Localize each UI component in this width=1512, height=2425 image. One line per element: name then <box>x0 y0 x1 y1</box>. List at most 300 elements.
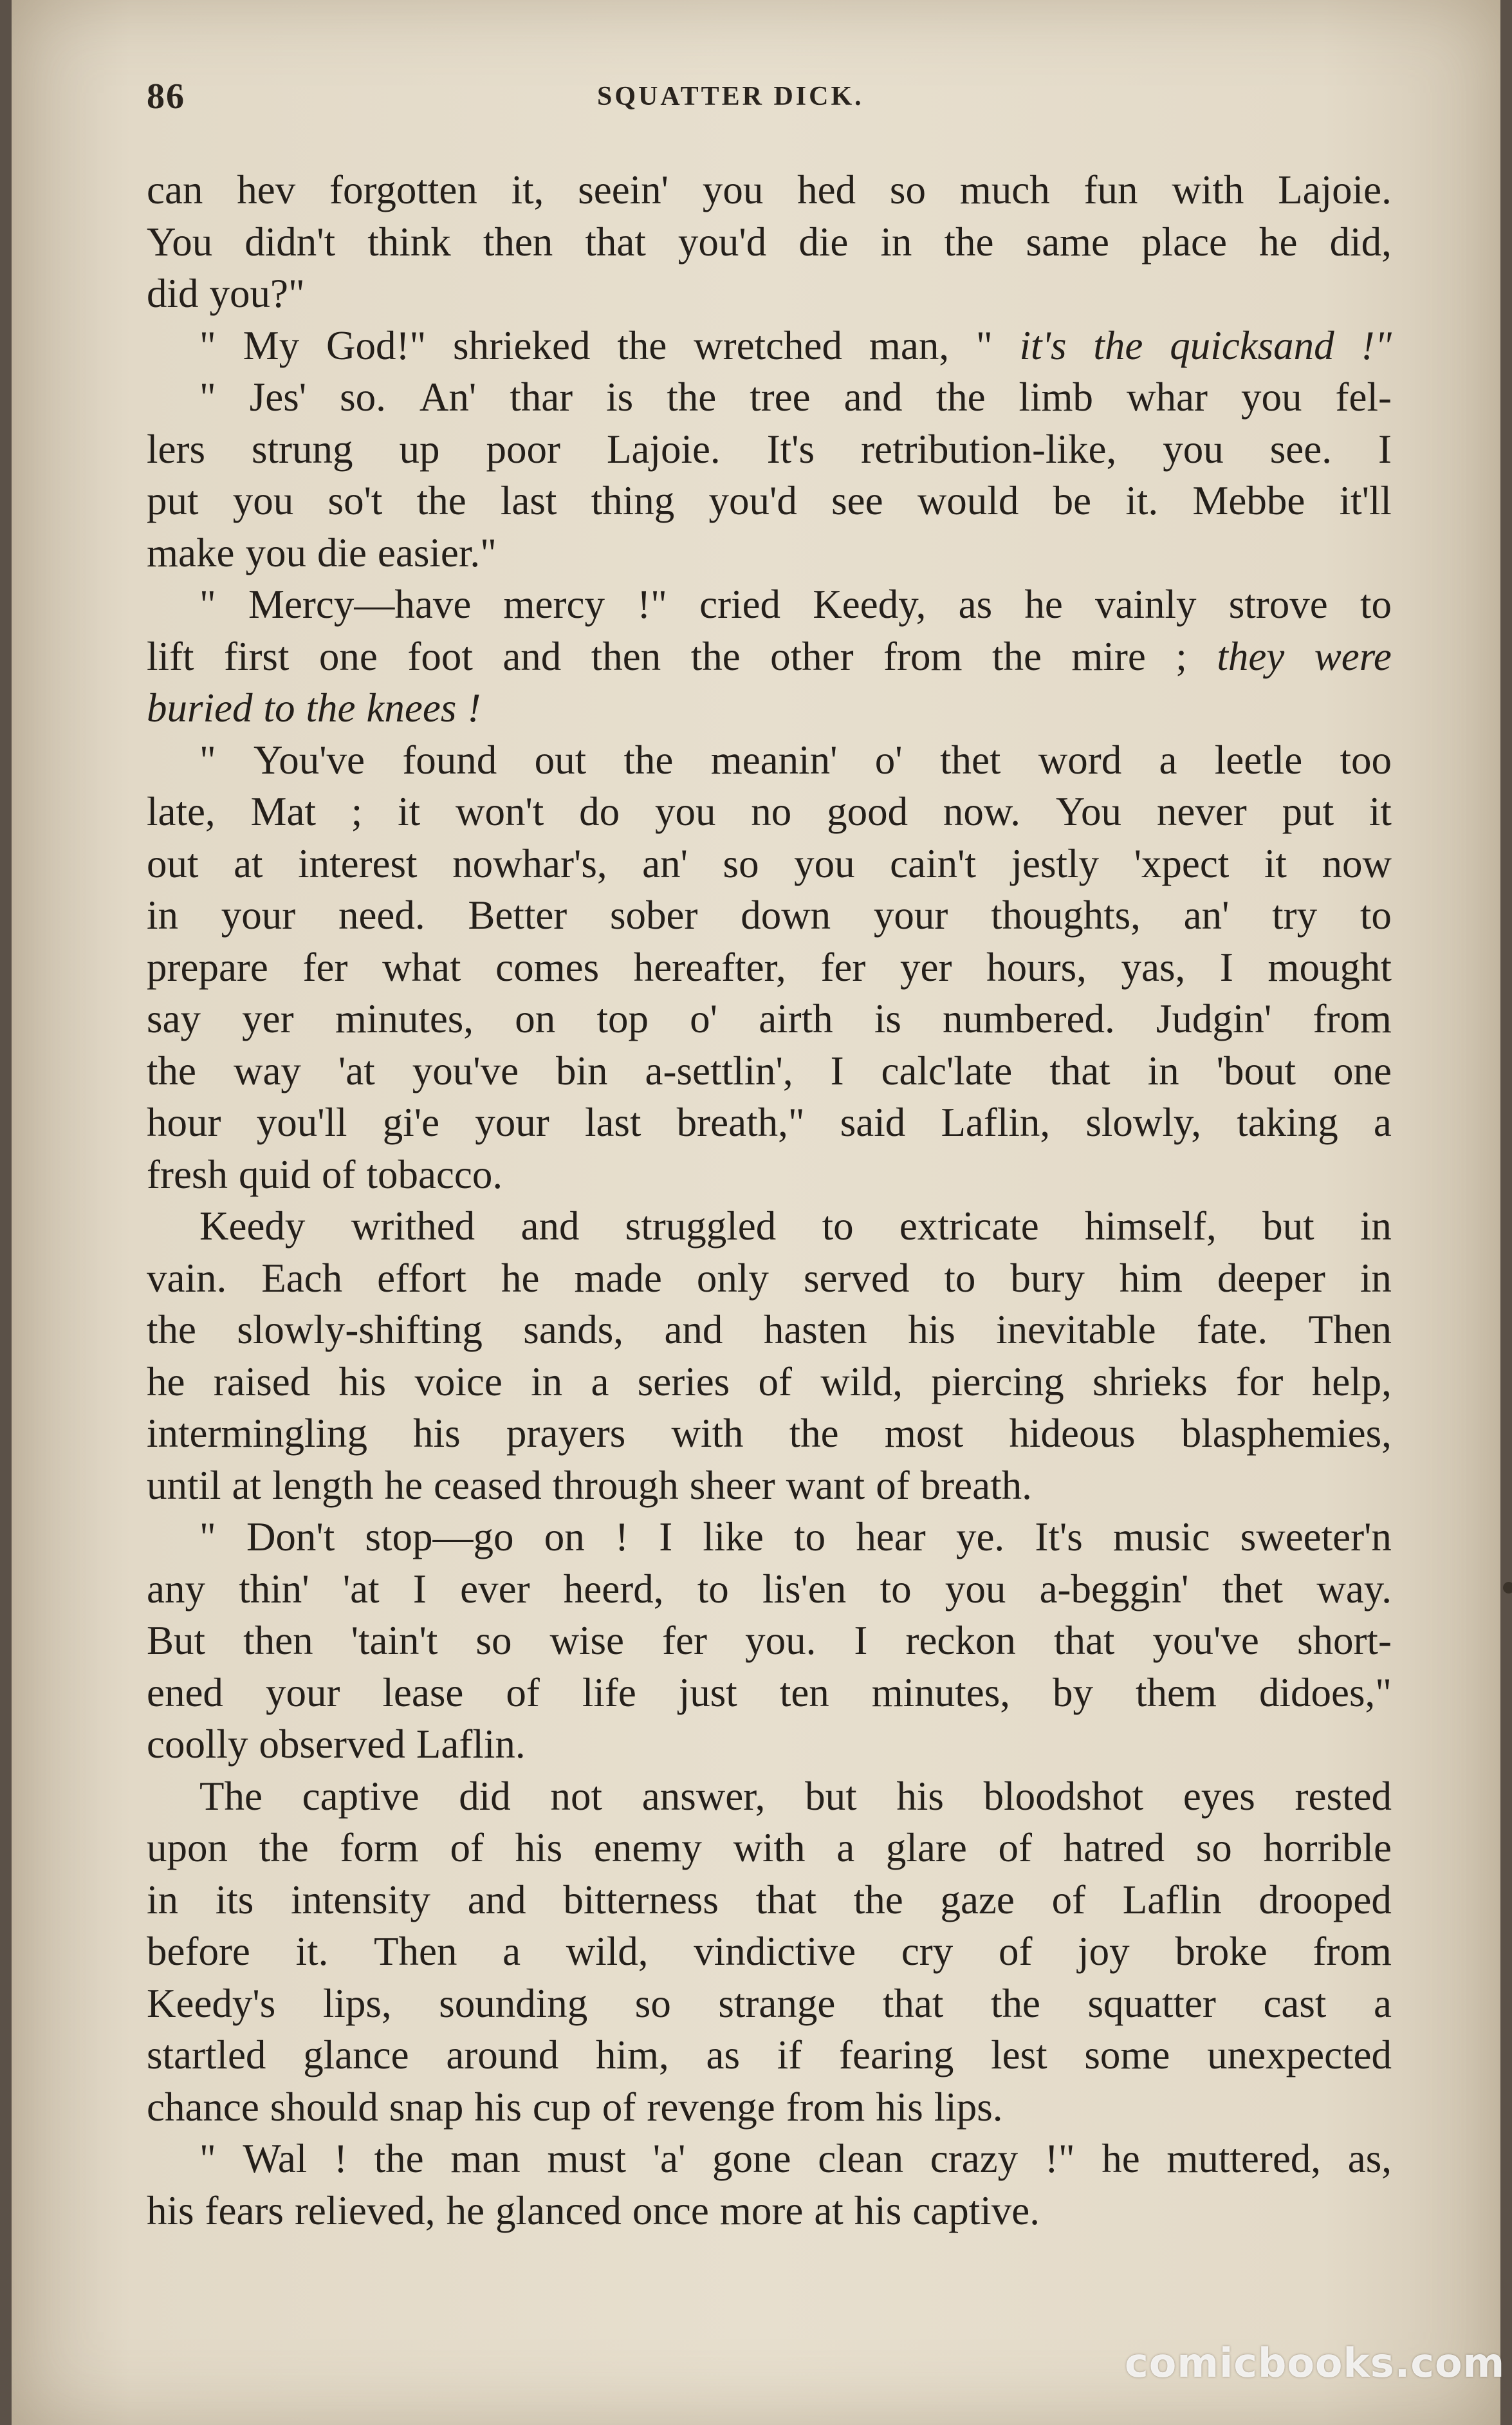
word: one <box>318 633 378 679</box>
word: vain. <box>147 1255 227 1301</box>
word: top <box>596 996 649 1041</box>
word: a-beggin' <box>1039 1566 1189 1612</box>
word: not <box>550 1773 603 1819</box>
word: see. <box>1269 426 1332 472</box>
word: if <box>777 2032 802 2077</box>
word: 'tain't <box>351 1618 438 1663</box>
word: leetle <box>1214 737 1303 783</box>
word: can <box>147 167 203 212</box>
word: You <box>147 219 213 265</box>
word: snap <box>389 2084 464 2130</box>
word: minutes, <box>335 996 474 1041</box>
word: fears <box>205 2188 284 2233</box>
word: 'bout <box>1216 1048 1296 1093</box>
text-line <box>147 1149 1392 1201</box>
text-line <box>147 320 1392 372</box>
word: buried <box>147 685 253 730</box>
text-line <box>147 1304 1392 1356</box>
word: you <box>654 789 716 834</box>
word: bloodshot <box>983 1773 1144 1819</box>
word: form <box>340 1825 419 1870</box>
word: he <box>501 1255 540 1301</box>
word: ! <box>467 685 481 730</box>
word: once <box>632 2188 709 2233</box>
word: eyes <box>1183 1773 1255 1819</box>
word: You <box>1055 789 1122 834</box>
word: then <box>591 633 661 679</box>
word: see <box>831 478 883 523</box>
word: think <box>367 219 451 265</box>
word: more <box>719 2188 804 2233</box>
word: late, <box>147 789 216 834</box>
word: hear <box>856 1514 926 1559</box>
word: you've <box>1152 1618 1259 1663</box>
word: it. <box>295 1929 329 1974</box>
word: it <box>1369 789 1392 834</box>
word: shrieked <box>453 322 591 368</box>
word: it. <box>1125 478 1159 523</box>
word: foot <box>407 633 473 679</box>
text-line <box>147 1667 1392 1719</box>
word: would <box>917 478 1019 523</box>
word: good <box>827 789 908 834</box>
word: ! <box>333 2136 347 2181</box>
word: is <box>606 375 634 420</box>
word: ened <box>147 1669 223 1715</box>
word: I <box>854 1618 868 1663</box>
word: you <box>794 841 855 886</box>
word: fate. <box>1196 1307 1268 1352</box>
word: his <box>413 1411 461 1456</box>
word: inevitable <box>996 1307 1156 1352</box>
word: as, <box>1347 2136 1392 2181</box>
word: too <box>1340 737 1392 783</box>
word: wretched <box>694 322 843 368</box>
word: clean <box>818 2136 904 2181</box>
word: hatred <box>1063 1825 1165 1870</box>
word: I <box>1219 944 1233 990</box>
text-line <box>147 838 1392 890</box>
word: breath. <box>920 1462 1032 1508</box>
word: God!" <box>326 322 427 368</box>
text-line <box>147 371 1392 423</box>
word: bury <box>1010 1255 1085 1301</box>
word: on <box>544 1514 585 1559</box>
word: his <box>854 2188 902 2233</box>
word: you'll <box>256 1100 347 1145</box>
text-line <box>147 1356 1392 1408</box>
word: squatter <box>1087 1980 1216 2026</box>
text-line <box>147 164 1392 216</box>
word: startled <box>147 2032 266 2077</box>
word: coolly <box>147 1722 248 1767</box>
word: your <box>475 1100 549 1145</box>
word: the <box>990 1980 1040 2026</box>
word: word <box>1038 737 1122 783</box>
word: drooped <box>1258 1877 1392 1922</box>
text-line <box>147 1978 1392 2030</box>
word: poor <box>486 426 560 472</box>
word: 'a' <box>652 2136 686 2181</box>
word: him <box>1119 1255 1183 1301</box>
word: yer <box>900 944 952 990</box>
word: and <box>664 1307 723 1352</box>
word: of <box>998 1929 1033 1974</box>
word: other <box>770 633 854 679</box>
word: Then <box>374 1929 457 1974</box>
word: some <box>1084 2032 1170 2077</box>
word: hour <box>147 1100 221 1145</box>
word: him, <box>596 2032 669 2077</box>
word: a <box>1373 1100 1392 1145</box>
word: fer <box>662 1618 708 1663</box>
word: he <box>147 1359 185 1404</box>
word: did <box>459 1773 511 1819</box>
word: sands, <box>523 1307 624 1352</box>
word: cain't <box>890 841 976 886</box>
text-line <box>147 2081 1392 2133</box>
word: it'll <box>1339 478 1392 523</box>
word: any <box>147 1566 205 1612</box>
word: easier." <box>377 530 497 575</box>
word: deeper <box>1217 1255 1325 1301</box>
word: gaze <box>940 1877 1015 1922</box>
word: lips, <box>322 1980 392 2026</box>
word: in <box>880 219 912 265</box>
word: slowly, <box>1085 1100 1202 1145</box>
word: from <box>1313 1929 1392 1974</box>
word: hasten <box>763 1307 867 1352</box>
word: the <box>789 1411 839 1456</box>
word: so <box>475 1618 512 1663</box>
text-line <box>147 1408 1392 1460</box>
word: lift <box>147 633 194 679</box>
word: its <box>215 1877 254 1922</box>
word: is <box>874 996 901 1041</box>
word: way <box>233 1048 301 1093</box>
word: said <box>840 1100 906 1145</box>
word: in <box>1360 1203 1392 1249</box>
text-line <box>147 1200 1392 1252</box>
word: help, <box>1311 1359 1392 1404</box>
word: vindictive <box>694 1929 856 1974</box>
word: captive. <box>912 2188 1040 2233</box>
word: numbered. <box>943 996 1115 1041</box>
word: then <box>243 1618 313 1663</box>
word: your <box>221 893 296 938</box>
word: 'at <box>338 1048 375 1093</box>
word: won't <box>455 789 544 834</box>
word: that <box>585 219 646 265</box>
word: his <box>147 2188 194 2233</box>
word: jestly <box>1011 841 1100 886</box>
word: himself, <box>1085 1203 1217 1249</box>
word: that <box>1053 1618 1115 1663</box>
word: the <box>617 322 667 368</box>
word: so <box>889 167 926 212</box>
word: cast <box>1263 1980 1327 2026</box>
word: made <box>574 1255 662 1301</box>
word: so <box>723 841 759 886</box>
word: in <box>1360 1255 1392 1301</box>
word: bin <box>556 1048 608 1093</box>
word: that <box>1049 1048 1111 1093</box>
word: crazy <box>930 2136 1019 2181</box>
word: out <box>147 841 199 886</box>
word: you <box>702 167 764 212</box>
word: 'xpect <box>1134 841 1230 886</box>
word: Keedy <box>199 1203 306 1249</box>
word: now <box>1322 841 1392 886</box>
word: your <box>873 893 948 938</box>
word: I <box>412 1566 427 1612</box>
word: fer <box>820 944 866 990</box>
word: for <box>1235 1359 1284 1404</box>
word: seein' <box>578 167 669 212</box>
word: must <box>547 2136 626 2181</box>
word: yer <box>242 996 294 1041</box>
word: that <box>755 1877 817 1922</box>
word: and <box>502 633 562 679</box>
word: should <box>270 2084 378 2130</box>
word: with <box>1172 167 1244 212</box>
word: with <box>733 1825 806 1870</box>
word: an' <box>642 841 688 886</box>
word: meanin' <box>710 737 838 783</box>
word: " <box>199 322 216 368</box>
word: of <box>506 1669 540 1715</box>
word: Mercy—have <box>248 582 472 627</box>
text-line <box>147 579 1392 631</box>
word: in <box>147 893 179 938</box>
word: only <box>696 1255 769 1301</box>
word: hideous <box>1009 1411 1136 1456</box>
word: heerd, <box>563 1566 664 1612</box>
word: broke <box>1175 1929 1268 1974</box>
word: lips. <box>934 2084 1003 2130</box>
word: you?" <box>209 271 305 316</box>
word: Mat <box>250 789 316 834</box>
word: interest <box>298 841 418 886</box>
word: !" <box>1361 322 1392 368</box>
word: I <box>830 1048 844 1093</box>
word: didn't <box>244 219 336 265</box>
word: of <box>602 2084 636 2130</box>
word: from <box>883 633 963 679</box>
word: way. <box>1316 1566 1392 1612</box>
text-line <box>147 2185 1392 2237</box>
word: but <box>1262 1203 1314 1249</box>
word: sounding <box>439 1980 588 2026</box>
word: voice <box>414 1359 502 1404</box>
word: until <box>147 1462 221 1508</box>
word: of <box>758 1359 792 1404</box>
word: them <box>1136 1669 1217 1715</box>
word: ceased <box>433 1462 542 1508</box>
text-line <box>147 1615 1392 1667</box>
word: he <box>1102 2136 1140 2181</box>
word: his <box>338 1359 387 1404</box>
word: gi'e <box>382 1100 440 1145</box>
word: Judgin' <box>1156 996 1272 1041</box>
word: first <box>223 633 290 679</box>
word: whar <box>1127 375 1208 420</box>
word: the <box>147 1307 196 1352</box>
text-line <box>147 1460 1392 1512</box>
word: he <box>446 2188 485 2233</box>
word: the <box>374 2136 424 2181</box>
word: glanced <box>495 2188 622 2233</box>
word: blasphemies, <box>1181 1411 1392 1456</box>
word: to <box>1360 893 1392 938</box>
word: intermingling <box>147 1411 367 1456</box>
word: breath," <box>676 1100 805 1145</box>
text-line <box>147 631 1392 683</box>
word: ; <box>351 789 363 834</box>
word: like <box>703 1514 764 1559</box>
word: Keedy, <box>813 582 927 627</box>
word: the <box>944 219 994 265</box>
word: the <box>667 375 717 420</box>
word: joy <box>1078 1929 1130 1974</box>
word: place <box>1141 219 1227 265</box>
word: his <box>515 1825 563 1870</box>
word: wild, <box>566 1929 649 1974</box>
word: mercy <box>503 582 605 627</box>
word: " <box>199 737 216 783</box>
text-line <box>147 1563 1392 1615</box>
word: the <box>936 375 986 420</box>
word: Mebbe <box>1192 478 1305 523</box>
word: chance <box>147 2084 259 2130</box>
word: strung <box>251 426 353 472</box>
word: of <box>1051 1877 1086 1922</box>
word: raised <box>213 1359 311 1404</box>
word: relieved, <box>294 2188 436 2233</box>
word: o' <box>874 737 903 783</box>
word: out <box>534 737 587 783</box>
word: Lajoie. <box>607 426 721 472</box>
word: answer, <box>641 1773 766 1819</box>
word: calc'late <box>881 1048 1013 1093</box>
word: Lajoie. <box>1278 167 1392 212</box>
word: the <box>623 737 674 783</box>
word: need. <box>338 893 425 938</box>
word: fresh <box>147 1151 228 1197</box>
word: an' <box>1183 893 1230 938</box>
word: you'd <box>708 478 797 523</box>
word: Laflin, <box>941 1100 1051 1145</box>
text-line <box>147 1926 1392 1978</box>
word: taking <box>1237 1100 1338 1145</box>
word: did <box>147 271 199 316</box>
word: " <box>199 1514 216 1559</box>
word: and <box>521 1203 580 1249</box>
word: upon <box>147 1825 228 1870</box>
text-line <box>147 734 1392 786</box>
text-line <box>147 1511 1392 1563</box>
word: Laflin <box>1122 1877 1222 1922</box>
word: in <box>147 1877 179 1922</box>
word: die <box>798 219 849 265</box>
word: short- <box>1296 1618 1392 1663</box>
word: a-settlin', <box>645 1048 793 1093</box>
word: cup <box>532 2084 591 2130</box>
word: before <box>147 1929 250 1974</box>
text-line <box>147 993 1392 1045</box>
word: to <box>263 685 295 730</box>
word: thar <box>510 375 573 420</box>
word: man <box>450 2136 521 2181</box>
text-line <box>147 423 1392 476</box>
word: lers <box>147 426 205 472</box>
word: unexpected <box>1207 2032 1392 2077</box>
word: the <box>853 1877 903 1922</box>
word: most <box>884 1411 964 1456</box>
word: served <box>803 1255 910 1301</box>
word: at <box>234 841 263 886</box>
word: yas, <box>1121 944 1186 990</box>
word: from <box>786 2084 865 2130</box>
word: you've <box>412 1048 519 1093</box>
word: to <box>880 1566 912 1612</box>
word: Wal <box>243 2136 308 2181</box>
word: the <box>690 633 741 679</box>
word: 'at <box>342 1566 380 1612</box>
word: put <box>147 478 199 523</box>
word: lis'en <box>762 1566 847 1612</box>
word: ye. <box>955 1514 1005 1559</box>
word: extricate <box>899 1203 1039 1249</box>
word: what <box>382 944 461 990</box>
word: his <box>474 2084 522 2130</box>
running-head <box>147 76 1395 127</box>
word: of <box>450 1825 484 1870</box>
word: of <box>998 1825 1032 1870</box>
word: make <box>147 530 235 575</box>
word: fer <box>302 944 348 990</box>
word: so <box>634 1980 671 2026</box>
word: stop—go <box>365 1514 514 1559</box>
text-line <box>147 786 1392 838</box>
word: It's <box>766 426 815 472</box>
word: as <box>706 2032 741 2077</box>
word: hereafter, <box>633 944 786 990</box>
word: a <box>502 1929 521 1974</box>
word: bitterness <box>563 1877 719 1922</box>
word: you'd <box>678 219 767 265</box>
text-line <box>147 1045 1392 1097</box>
text-line <box>147 1718 1392 1770</box>
text-line <box>147 1252 1392 1305</box>
word: sweeter'n <box>1240 1514 1392 1559</box>
word: gone <box>712 2136 791 2181</box>
word: put <box>1282 789 1334 834</box>
word: Then <box>1308 1307 1392 1352</box>
word: revenge <box>647 2084 775 2130</box>
word: and <box>467 1877 526 1922</box>
text-line <box>147 889 1392 942</box>
word: he <box>384 1462 423 1508</box>
word: forgotten <box>329 167 477 212</box>
word: " <box>199 2136 216 2181</box>
word: it's <box>1019 322 1067 368</box>
word: last <box>500 478 557 523</box>
word: his <box>908 1307 955 1352</box>
word: want <box>786 1462 865 1508</box>
word: airth <box>759 996 833 1041</box>
word: you <box>232 478 294 523</box>
